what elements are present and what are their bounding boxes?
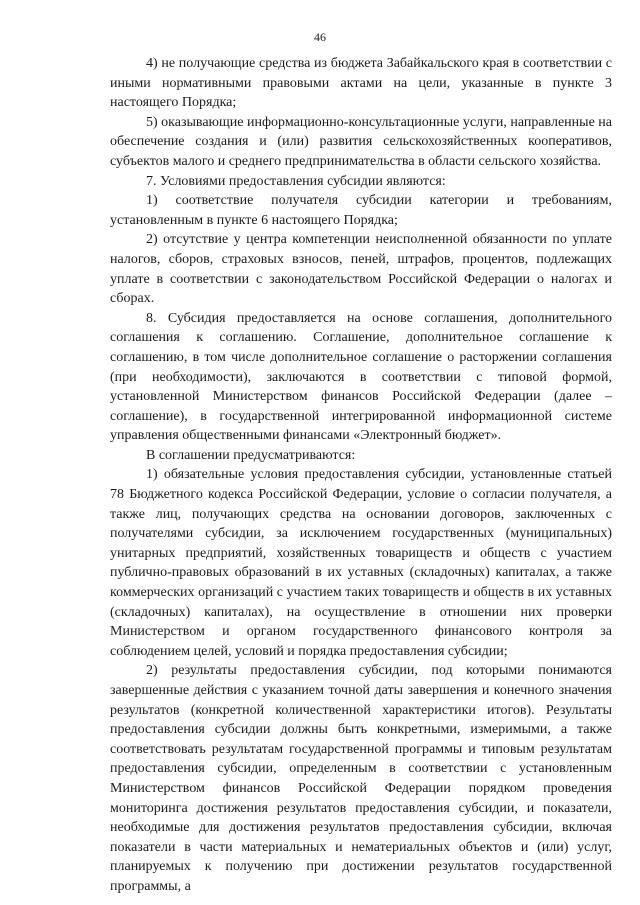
paragraph-clause-7: 7. Условиями предоставления субсидии являются: (146, 173, 446, 189)
paragraph-agreement-2: 2) результаты предоставления субсидии, под которыми понимаются завершенные действия с указанием точной даты завершения и конечного значения результатов (конкретной количественной характеристики итогов). Результаты предоставления субсидии должны быть конкретными, измеримыми, а также соответствовать результатам государственной программы и типовым результатам предоставления субсидии, определенным в соответствии с установленным Министерством финансов Российской Федерации порядком проведения мониторинга достижения результатов предоставления субсидии, и показатели, необходимые для достижения результатов предоставления субсидии, включая показатели в части материальных и нематериальных объектов и (или) услуг, планируемых к получению при достижении результатов государственной программы, а (110, 663, 612, 894)
paragraph-condition-1: 1) соответствие получателя субсидии категории и требованиям, установленным в пункте 6 настоящего Порядка; (110, 193, 612, 228)
paragraph-condition-2: 2) отсутствие у центра компетенции неисполненной обязанности по уплате налогов, сборов, страховых взносов, пеней, штрафов, процентов, подлежащих уплате в соответствии с законодательством Российской Федерации о налогах и сборах. (110, 232, 612, 307)
paragraph-item-5: 5) оказывающие информационно-консультационные услуги, направленные на обеспечение создания и (или) развития сельскохозяйственных кооперативов, субъектов малого и среднего предпринимательства в области сельского хозяйства. (110, 114, 612, 169)
paragraph-agreement-1: 1) обязательные условия предоставления субсидии, установленные статьей 78 Бюджетного кодекса Российской Федерации, условие о согласии получателя, а также лиц, получающих средства на основании договоров, заключенных с получателями субсидии, за исключением государственных (муниципальных) унитарных предприятий, хозяйственных товариществ и обществ с участием публично-правовых образований в их уставных (складочных) капиталах, а также коммерческих организаций с участием таких товариществ и обществ в их уставных (складочных) капиталах), на осуществление в отношении них проверки Министерством и органом государственного финансового контроля за соблюдением целей, условий и порядка предоставления субсидии; (110, 467, 612, 659)
paragraph-clause-8: 8. Субсидия предоставляется на основе соглашения, дополнительного соглашения к соглашению. Соглашение, дополнительное соглашение к соглашению, в том числе дополнительное соглашение о расторжении соглашения (при необходимости), заключаются в соответствии с типовой формой, установленной Министерством финансов Российской Федерации (далее – соглашение), в государственной интегрированной информационной системе управления общественными финансами «Электронный бюджет». (110, 310, 612, 444)
document-body (110, 54, 612, 897)
page-number: 46 (314, 30, 326, 44)
paragraph-item-4: 4) не получающие средства из бюджета Забайкальского края в соответствии с иными нормативными правовыми актами на цели, указанные в пункте 3 настоящего Порядка; (110, 56, 612, 111)
paragraph-agreement-intro: В соглашении предусматриваются: (146, 447, 356, 463)
